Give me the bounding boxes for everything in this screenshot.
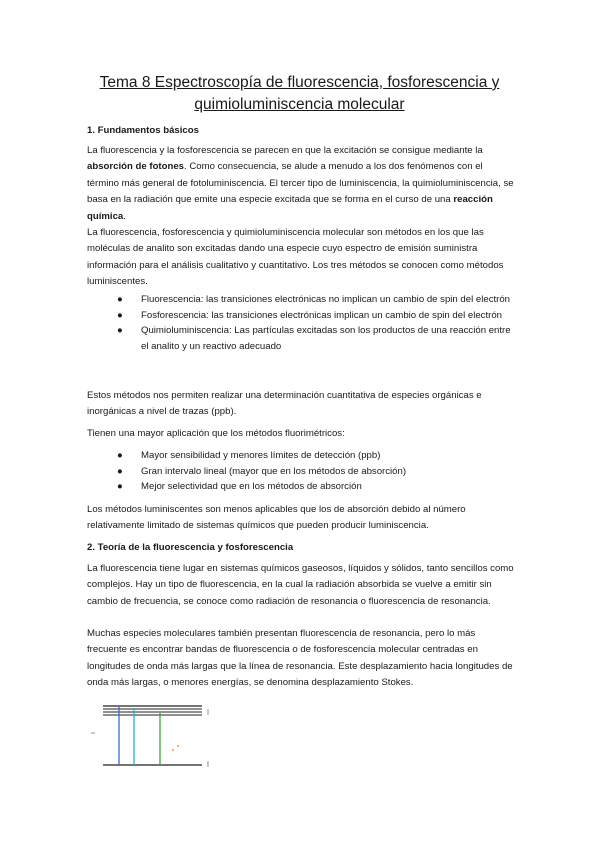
energy-level-diagram (87, 698, 227, 778)
advantages-list (117, 448, 512, 495)
paragraph-1 (87, 143, 517, 225)
list-item: ● Fosforescencia: las transiciones electrónicas implican un cambio de spin del electrón (117, 308, 512, 324)
nonradiative-dot (177, 745, 179, 747)
section-1-heading: 1. Fundamentos básicos (87, 125, 199, 136)
paragraph-4: Tienen una mayor aplicación que los métodos fluorimétricos: (87, 428, 345, 439)
paragraph-3: Estos métodos nos permiten realizar una determinación cuantitativa de especies orgánicas e inorgánicas a nivel de trazas (ppb). (87, 390, 482, 418)
paragraph-7: Muchas especies moleculares también presentan fluorescencia de resonancia, pero lo más frecuente es encontrar bandas de fluorescencia o de fosforescencia molecular centradas en longitudes de onda más largas que la línea de resonancia. Este desplazamiento hacia longitudes de onda más largas, o menores energías, se denomina desplazamiento Stokes. (87, 628, 513, 689)
bullet-icon: ● (117, 325, 123, 336)
section-2-heading: 2. Teoría de la fluorescencia y fosforescencia (87, 542, 294, 553)
paragraph-6: La fluorescencia tiene lugar en sistemas químicos gaseosos, líquidos y sólidos, tanto sencillos como complejos. Hay un tipo de fluorescencia, en la cual la radiación absorbida se vuelve a emitir sin cambio de frecuencia, se conoce como radiación de resonancia o fluorescencia de resonancia. (87, 563, 514, 607)
title-line-1: Tema 8 Espectroscopía de fluorescencia, fosforescencia y (99, 74, 500, 91)
bullet-icon: ● (117, 309, 123, 321)
bullet-icon: ● (117, 481, 123, 492)
page-title (60, 72, 539, 116)
luminescence-types-list (117, 292, 512, 354)
nonradiative-dot (172, 749, 174, 751)
list-item: ● Quimioluminiscencia: Las partículas excitadas son los productos de una reacción entre el analito y un reactivo adecuado (117, 325, 511, 352)
paragraph-5: Los métodos luminiscentes son menos aplicables que los de absorción debido al número relativamente limitado de sistemas químicos que pueden producir luminiscencia. (87, 504, 466, 532)
list-item: ● Fluorescencia: las transiciones electrónicas no implican un cambio de spin del electrón (117, 292, 512, 308)
paragraph-2: La fluorescencia, fosforescencia y quimioluminiscencia molecular son métodos en los que las moléculas de analito son excitadas dando una especie cuyo espectro de emisión suministra información para el análisis cualitativo y cuantitativo. Los tres métodos se conocen como métodos luminiscentes. (87, 227, 504, 288)
list-item: ● Mayor sensibilidad y menores límites de detección (ppb) (117, 448, 512, 464)
p1-text-a: La fluorescencia y la fosforescencia se parecen en que la excitación se consigue mediante la (87, 145, 483, 156)
p1-text-d: . (123, 210, 126, 222)
bullet-icon: ● (117, 450, 123, 461)
bullet-icon: ● (117, 294, 123, 305)
p1-bold-reaccion: reacción química (87, 194, 493, 222)
list-item: ● Mejor selectividad que en los métodos de absorción (117, 479, 512, 495)
title-line-2: quimioluminiscencia molecular (194, 96, 405, 113)
p1-bold-absorcion: absorción de fotones (87, 161, 185, 173)
bullet-icon: ● (117, 465, 123, 477)
list-item: ● Gran intervalo lineal (mayor que en los métodos de absorción) (117, 464, 512, 480)
p1-text-c: . Como consecuencia, se alude a menudo a los dos fenómenos con el término más general de fotoluminiscencia. El tercer tipo de luminiscencia, la quimioluminiscencia, se basa en la radiación que emite una especie excitada que se forma en el curso de una (87, 161, 514, 206)
